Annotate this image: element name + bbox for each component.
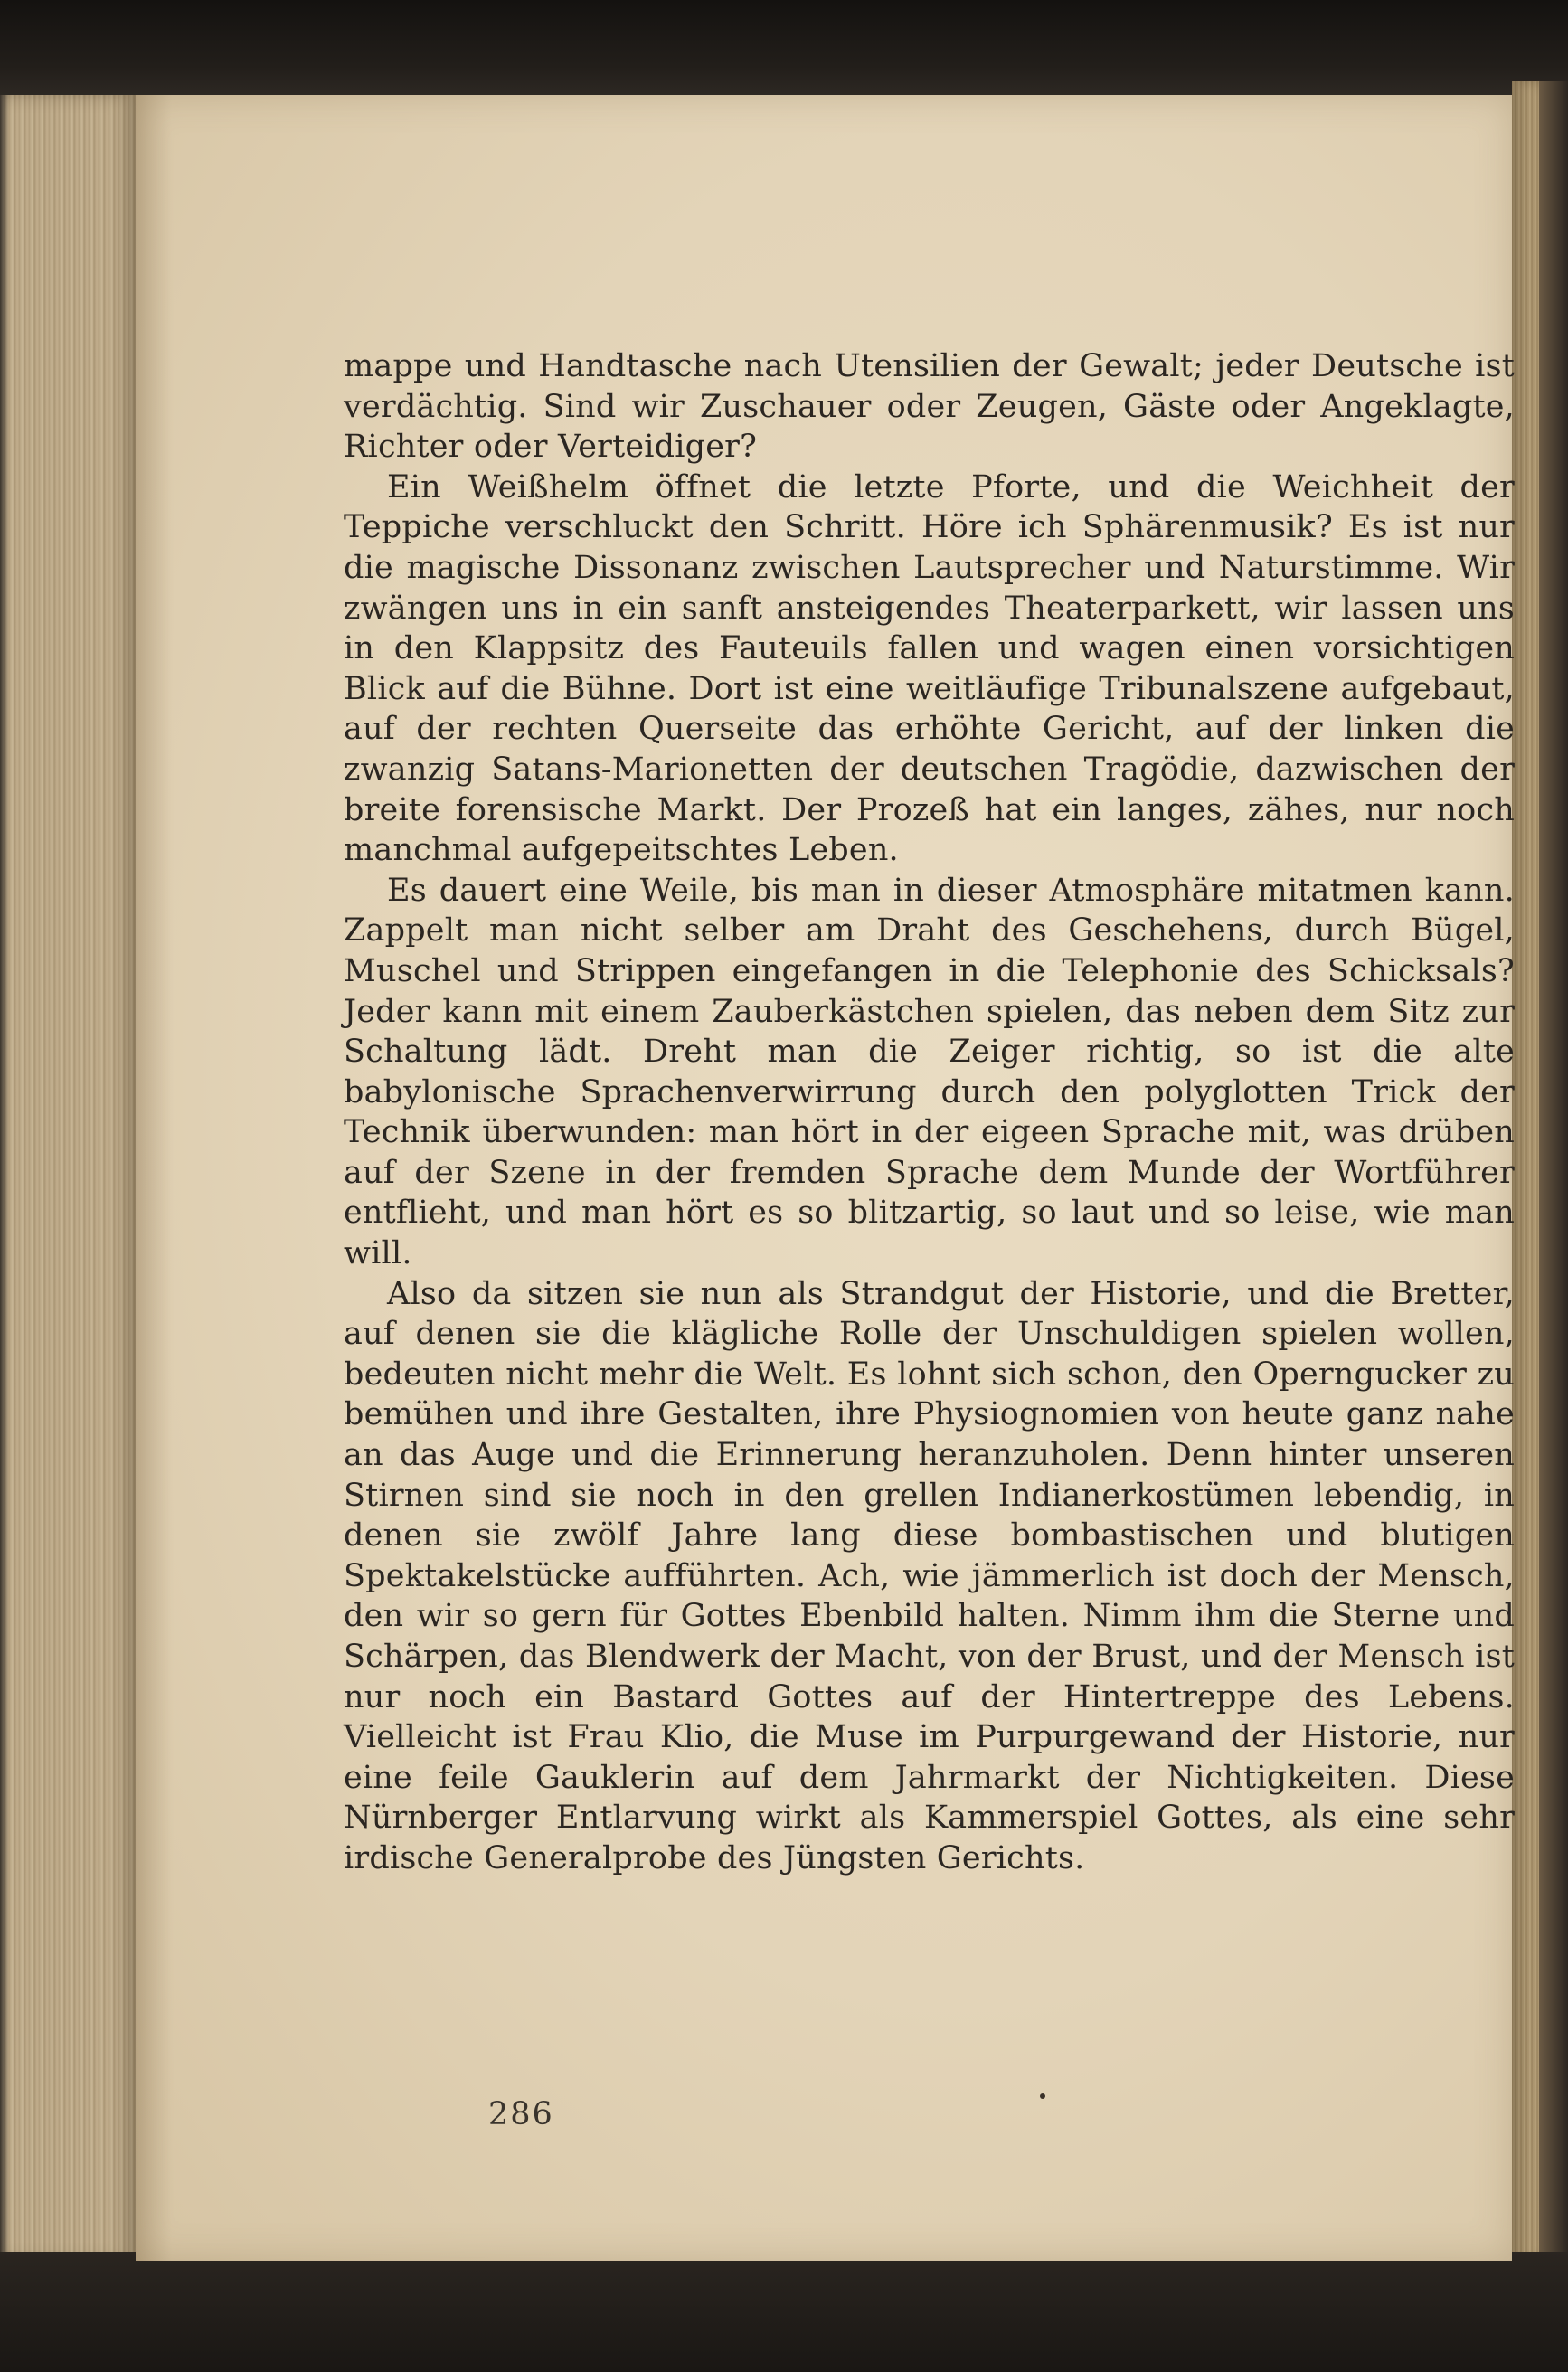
book-cover-edge	[1539, 81, 1568, 2261]
paragraph-1: mappe und Handtasche nach Utensilien der Gewalt; jeder Deutsche ist verdächtig. Sind wir Zuschauer oder Zeugen, Gäste oder Angeklagte, Richter oder Verteidiger?	[344, 348, 1515, 466]
left-page-edges	[0, 95, 136, 2261]
page-number: 286	[488, 2096, 554, 2132]
book-top-edge	[0, 0, 1568, 95]
paragraph-2: Ein Weißhelm öffnet die letzte Pforte, und die Weichheit der Teppiche verschluckt den Schritt. Höre ich Sphärenmusik? Es ist nur die magische Dissonanz zwischen Lautsprecher und Naturstimme. Wir zwängen uns in ein sanft ansteigendes Theaterparkett, wir lassen uns in den Klappsitz des Fauteuils fallen und wagen einen vorsichtigen Blick auf die Bühne. Dort ist eine weitläufige Tribunalszene aufgebaut, auf der rechten Querseite das erhöhte Gericht, auf der linken die zwanzig Satans-Marionetten der deutschen Tragödie, dazwischen der breite forensische Markt. Der Prozeß hat ein langes, zähes, nur noch manchmal aufgepeitschtes Leben.	[344, 468, 1515, 869]
paper-speck	[1040, 2093, 1045, 2099]
paragraph-3: Es dauert eine Weile, bis man in dieser Atmosphäre mitatmen kann. Zappelt man nicht selber am Draht des Geschehens, durch Bügel, Muschel und Strippen eingefangen in die Telephonie des Schicksals? Jeder kann mit einem Zauberkästchen spielen, das neben dem Sitz zur Schaltung lädt. Dreht man die Zeiger richtig, so ist die alte babylonische Sprachenverwirrung durch den polyglotten Trick der Technik überwunden: man hört in der eigeen Sprache mit, was drüben auf der Szene in der fremden Sprache dem Munde der Wortführer entflieht, und man hört es so blitzartig, so laut und so leise, wie man will.	[344, 872, 1515, 1272]
paragraph-4: Also da sitzen sie nun als Strandgut der Historie, und die Bretter, auf denen sie die klägliche Rolle der Unschuldigen spielen wollen, bedeuten nicht mehr die Welt. Es lohnt sich schon, den Operngucker zu bemühen und ihre Gestalten, ihre Physiognomien von heute ganz nahe an das Auge und die Erinnerung heranzuholen. Denn hinter unseren Stirnen sind sie noch in den grellen Indianerkostümen lebendig, in denen sie zwölf Jahre lang diese bombastischen und blutigen Spektakelstücke aufführten. Ach, wie jämmerlich ist doch der Mensch, den wir so gern für Gottes Ebenbild halten. Nimm ihm die Sterne und Schärpen, das Blendwerk der Macht, von der Brust, und der Mensch ist nur noch ein Bastard Gottes auf der Hintertreppe des Lebens. Vielleicht ist Frau Klio, die Muse im Purpurgewand der Historie, nur eine feile Gauklerin auf dem Jahrmarkt der Nichtigkeiten. Diese Nürnberger Entlarvung wirkt als Kammerspiel Gottes, als eine sehr irdische Generalprobe des Jüngsten Gerichts.	[344, 1275, 1515, 1876]
book-page	[136, 95, 1515, 2261]
page-text	[344, 346, 1515, 1879]
book-bottom-edge	[0, 2252, 1568, 2372]
